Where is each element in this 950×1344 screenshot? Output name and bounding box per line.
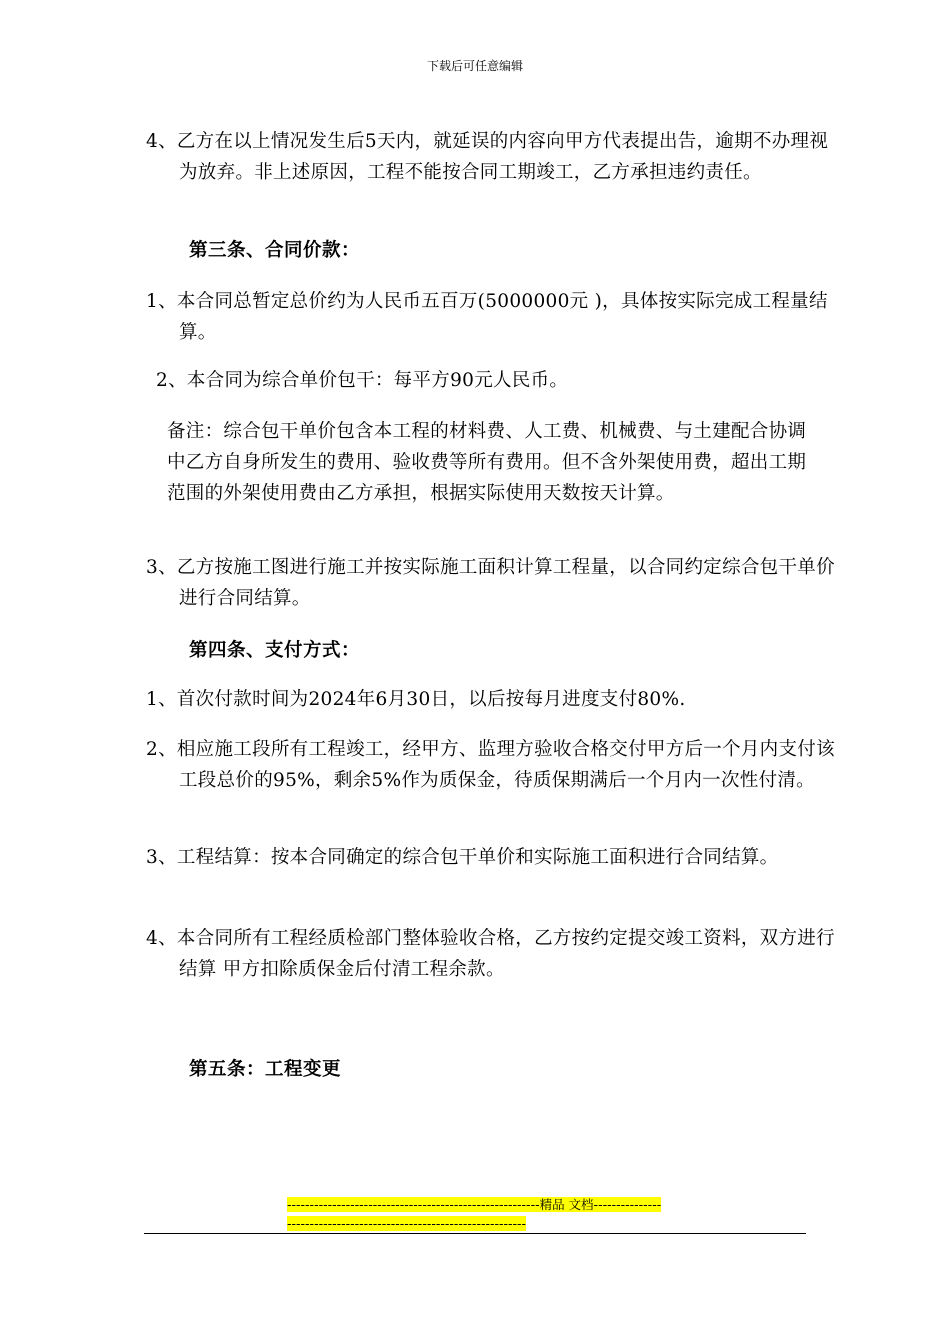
page-header: 下载后可任意编辑	[426, 59, 523, 73]
clause-3-item-1: 1、本合同总暂定总价约为人民币五百万(5000000元 )，具体按实际完成工程量结算。	[146, 291, 828, 343]
footer-text: --------------------------------------------------------精品 文档--------------------------------------------------------------------	[287, 1197, 662, 1231]
clause-3-item-2: 2、本合同为综合单价包干：每平方90元人民币。	[156, 370, 569, 391]
article-5-heading: 第五条：工程变更	[189, 1059, 342, 1080]
clause-4-item-2: 2、相应施工段所有工程竣工，经甲方、监理方验收合格交付甲方后一个月内支付该工段总价的95%，剩余5%作为质保金，待质保期满后一个月内一次性付清。	[146, 739, 835, 791]
clause-4-item-3: 3、工程结算：按本合同确定的综合包干单价和实际施工面积进行合同结算。	[146, 847, 779, 868]
article-3-heading: 第三条、合同价款：	[189, 240, 361, 261]
article-4-heading: 第四条、支付方式：	[189, 640, 361, 661]
clause-2-item-4: 4、乙方在以上情况发生后5天内，就延误的内容向甲方代表提出告，逾期不办理视为放弃。非上述原因，工程不能按合同工期竣工，乙方承担违约责任。	[146, 131, 829, 183]
footer-watermark	[287, 1195, 662, 1233]
clause-3-item-3: 3、乙方按施工图进行施工并按实际施工面积计算工程量，以合同约定综合包干单价进行合同结算。	[146, 557, 835, 609]
clause-4-item-1: 1、首次付款时间为2024年6月30日，以后按每月进度支付80%.	[146, 689, 686, 710]
clause-4-item-4: 4、本合同所有工程经质检部门整体验收合格，乙方按约定提交竣工资料，双方进行结算 甲方扣除质保金后付清工程余款。	[146, 928, 835, 980]
footer-rule	[144, 1233, 806, 1234]
clause-3-note: 备注：综合包干单价包含本工程的材料费、人工费、机械费、与土建配合协调中乙方自身所发生的费用、验收费等所有费用。但不含外架使用费，超出工期范围的外架使用费由乙方承担，根据实际使用天数按天计算。	[167, 421, 807, 504]
